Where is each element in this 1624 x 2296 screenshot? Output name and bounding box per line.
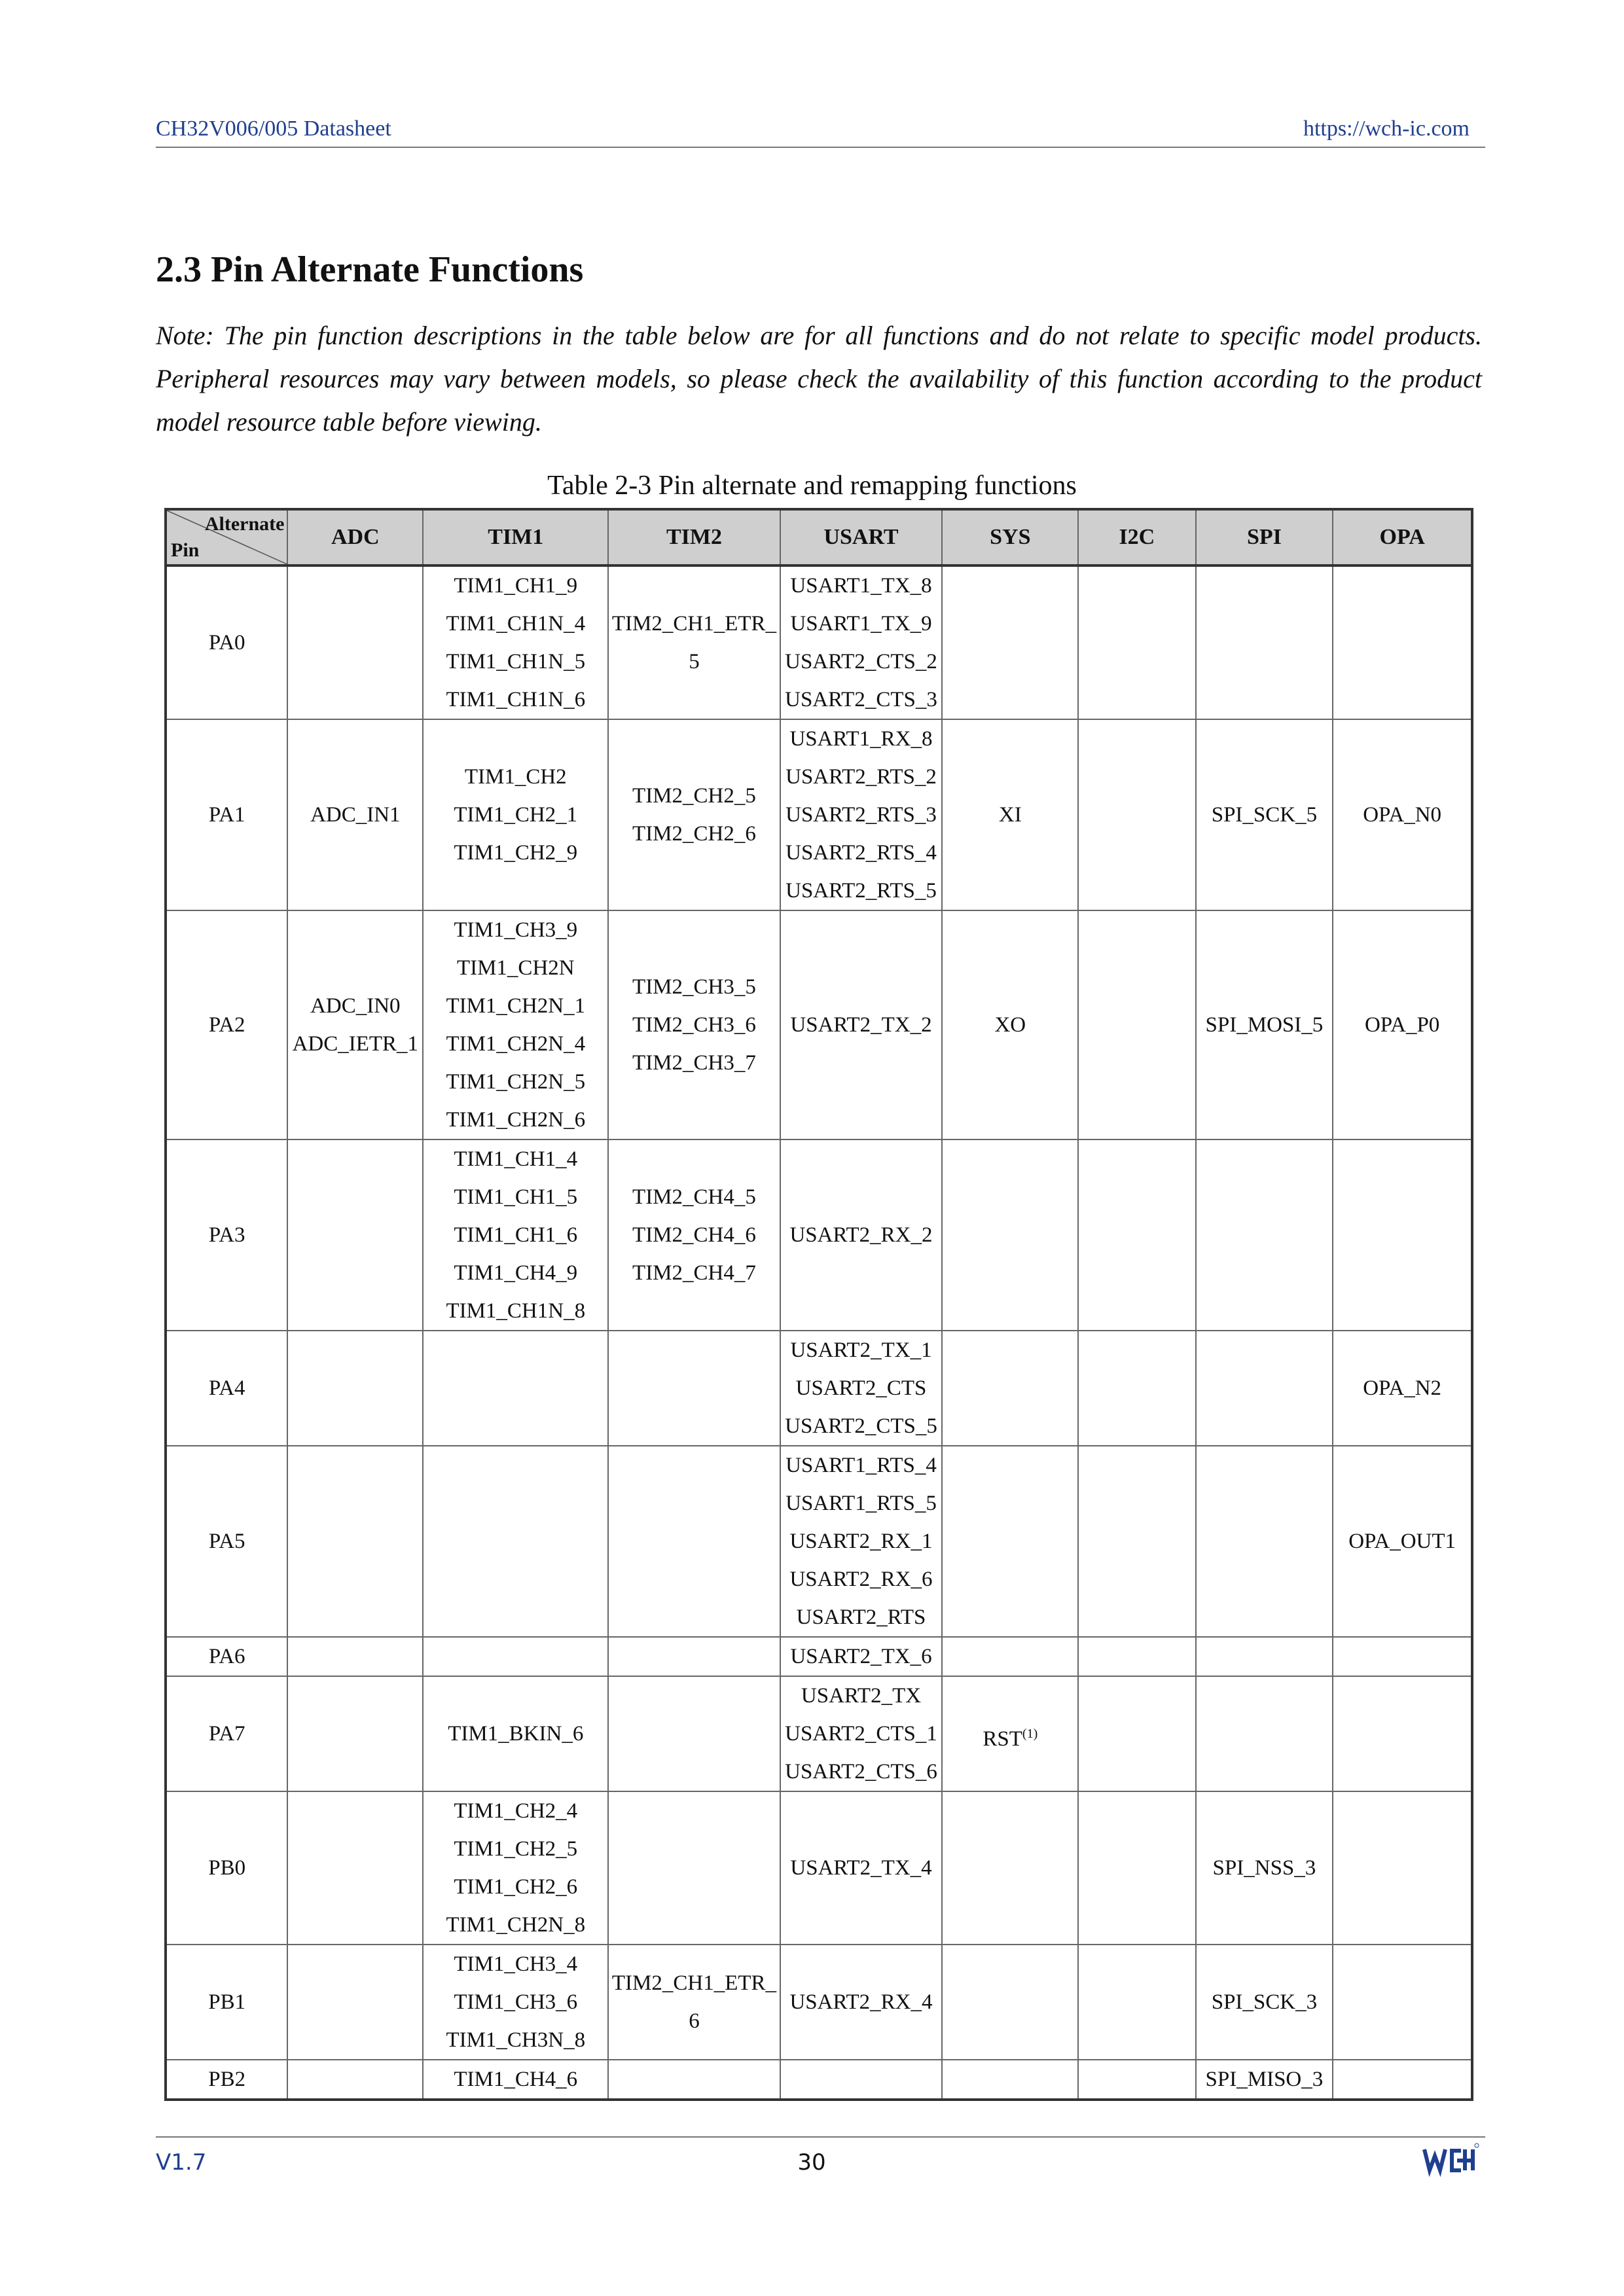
function-name: TIM1_CH2N_4 [446, 1032, 586, 1056]
pin-name-cell: PA6 [166, 1637, 287, 1676]
adc-cell [287, 1945, 423, 2060]
i2c-cell [1078, 2060, 1195, 2100]
function-name: TIM1_CH4_9 [454, 1261, 578, 1285]
function-name: USART2_CTS_1 [785, 1722, 937, 1746]
i2c-cell [1078, 1331, 1195, 1446]
pin-alternate-table [164, 508, 1473, 2101]
tim2-cell [608, 565, 780, 719]
usart-cell [780, 1139, 943, 1331]
function-name: SPI_SCK_3 [1211, 1990, 1318, 2014]
function-name: SPI_NSS_3 [1212, 1856, 1316, 1880]
function-name: USART2_RTS_2 [785, 765, 937, 789]
table-row [166, 1637, 1472, 1676]
column-header: TIM2 [608, 509, 780, 565]
table-row [166, 910, 1472, 1139]
usart-cell [780, 1446, 943, 1637]
function-name: USART2_CTS_6 [785, 1760, 937, 1784]
footer-divider [156, 2136, 1485, 2138]
function-name: USART2_CTS_5 [785, 1414, 937, 1438]
function-name: 5 [689, 650, 700, 673]
opa-cell [1333, 719, 1472, 910]
adc-cell [287, 565, 423, 719]
function-name: USART2_RX_2 [789, 1223, 933, 1247]
tim1-cell [423, 1945, 608, 2060]
tim2-cell [608, 719, 780, 910]
wch-logo-icon [1420, 2140, 1479, 2179]
function-name: TIM2_CH1_ETR_ [611, 612, 777, 636]
sys-cell [942, 1446, 1078, 1637]
function-name-wrap [944, 1715, 1076, 1753]
section-note: Note: The pin function descriptions in the table below are for all functions and do not relate to specific model products. Peripheral resources may vary between models, so please check the availability of this function according to the product model resource table before viewing. [156, 321, 1482, 437]
function-name: TIM2_CH1_ETR_ [611, 1971, 777, 1995]
tim2-cell [608, 1446, 780, 1637]
i2c-cell [1078, 565, 1195, 719]
tim2-cell [608, 2060, 780, 2100]
pin-name-cell: PA3 [166, 1139, 287, 1331]
function-name: USART2_CTS_3 [785, 688, 937, 711]
usart-cell [780, 1791, 943, 1945]
tim1-cell [423, 1331, 608, 1446]
i2c-cell [1078, 1139, 1195, 1331]
usart-cell [780, 2060, 943, 2100]
adc-cell [287, 2060, 423, 2100]
function-name: TIM1_CH1N_8 [446, 1299, 586, 1323]
footer-version: V1.7 [156, 2149, 207, 2176]
function-name: ADC_IN1 [310, 803, 401, 827]
table-row [166, 2060, 1472, 2100]
function-name: USART1_RTS_5 [785, 1492, 937, 1515]
i2c-cell [1078, 1676, 1195, 1791]
function-name: TIM2_CH2_5 [632, 784, 756, 808]
column-header: TIM1 [423, 509, 608, 565]
pin-name-cell: PB2 [166, 2060, 287, 2100]
adc-cell [287, 1637, 423, 1676]
sys-cell [942, 1637, 1078, 1676]
pin-name-cell: PA7 [166, 1676, 287, 1791]
function-name: TIM1_CH1N_4 [446, 612, 586, 636]
function-name: USART1_TX_8 [790, 574, 932, 598]
corner-header-bottom: Pin [171, 539, 200, 561]
pin-name-cell: PA4 [166, 1331, 287, 1446]
usart-cell [780, 565, 943, 719]
function-name: TIM1_CH2N_8 [446, 1913, 586, 1937]
spi-cell [1196, 1791, 1333, 1945]
function-name: USART1_TX_9 [790, 612, 932, 636]
function-name: TIM1_BKIN_6 [448, 1722, 584, 1746]
column-header: SYS [942, 509, 1078, 565]
function-name: USART1_RX_8 [789, 727, 933, 751]
opa-cell [1333, 910, 1472, 1139]
column-header: SPI [1196, 509, 1333, 565]
function-name: TIM1_CH2_1 [454, 803, 578, 827]
tim2-cell [608, 1945, 780, 2060]
function-name: TIM1_CH2_9 [454, 841, 578, 865]
function-name: OPA_N0 [1363, 803, 1442, 827]
function-name: TIM1_CH1_4 [454, 1147, 578, 1171]
sys-cell [942, 2060, 1078, 2100]
sys-cell [942, 1139, 1078, 1331]
opa-cell [1333, 1139, 1472, 1331]
opa-cell [1333, 2060, 1472, 2100]
function-name: TIM1_CH2N [456, 956, 575, 980]
opa-cell [1333, 1945, 1472, 2060]
function-name: TIM2_CH3_6 [632, 1013, 756, 1037]
table-row [166, 1139, 1472, 1331]
tim1-cell [423, 565, 608, 719]
function-name: USART2_TX [801, 1684, 922, 1708]
table-row [166, 1945, 1472, 2060]
usart-cell [780, 1945, 943, 2060]
sys-cell [942, 1676, 1078, 1791]
function-name: XI [998, 803, 1022, 827]
tim1-cell [423, 2060, 608, 2100]
table-header-row [166, 509, 1472, 565]
function-name: TIM1_CH1N_6 [446, 688, 586, 711]
tim2-cell [608, 910, 780, 1139]
function-name: TIM1_CH1_9 [454, 574, 578, 598]
function-name: TIM1_CH3_4 [454, 1952, 578, 1976]
function-name: OPA_OUT1 [1348, 1530, 1456, 1553]
function-name: USART2_RX_6 [789, 1568, 933, 1591]
function-name: TIM1_CH2N_1 [446, 994, 586, 1018]
sys-cell [942, 1791, 1078, 1945]
pin-name-cell: PA0 [166, 565, 287, 719]
spi-cell [1196, 1945, 1333, 2060]
tim2-cell [608, 1791, 780, 1945]
usart-cell [780, 1331, 943, 1446]
function-name: ADC_IETR_1 [292, 1032, 419, 1056]
header-doc-title: CH32V006/005 Datasheet [156, 117, 391, 141]
function-name: TIM1_CH2N_6 [446, 1108, 586, 1132]
sys-cell [942, 719, 1078, 910]
header-url-link[interactable]: https://wch-ic.com [1303, 117, 1470, 141]
function-name: USART2_TX_6 [790, 1645, 932, 1668]
function-name: USART2_RX_4 [789, 1990, 933, 2014]
function-name: USART2_RX_1 [789, 1530, 933, 1553]
tim2-cell [608, 1331, 780, 1446]
tim1-cell [423, 1676, 608, 1791]
function-name: TIM1_CH4_6 [454, 2068, 578, 2091]
tim2-cell [608, 1637, 780, 1676]
usart-cell [780, 719, 943, 910]
spi-cell [1196, 1446, 1333, 1637]
table-row [166, 1791, 1472, 1945]
table-row [166, 565, 1472, 719]
adc-cell [287, 1791, 423, 1945]
tim1-cell [423, 1446, 608, 1637]
column-header: USART [780, 509, 943, 565]
header-divider [156, 147, 1485, 148]
footnote-marker: (1) [1022, 1727, 1038, 1741]
column-header: I2C [1078, 509, 1195, 565]
function-name: XO [994, 1013, 1026, 1037]
sys-cell [942, 1331, 1078, 1446]
function-name: SPI_MOSI_5 [1205, 1013, 1324, 1037]
opa-cell [1333, 1676, 1472, 1791]
function-name: USART2_RTS_4 [785, 841, 937, 865]
table-caption: Table 2-3 Pin alternate and remapping functions [547, 471, 1077, 501]
function-name: TIM2_CH4_5 [632, 1185, 756, 1209]
pin-name-cell: PA5 [166, 1446, 287, 1637]
function-name: SPI_SCK_5 [1211, 803, 1318, 827]
sys-cell [942, 565, 1078, 719]
tim1-cell [423, 1791, 608, 1945]
function-name: TIM1_CH2_4 [454, 1799, 578, 1823]
function-name: TIM1_CH1_5 [454, 1185, 578, 1209]
i2c-cell [1078, 910, 1195, 1139]
function-name: USART2_RTS_3 [785, 803, 937, 827]
function-name: TIM1_CH3N_8 [446, 2028, 586, 2052]
function-name: TIM1_CH2_6 [454, 1875, 578, 1899]
function-name: OPA_N2 [1363, 1376, 1442, 1400]
pin-name-cell: PB1 [166, 1945, 287, 2060]
function-name: USART2_RTS_5 [785, 879, 937, 903]
function-name: 6 [689, 2009, 700, 2033]
tim1-cell [423, 719, 608, 910]
function-name: TIM2_CH3_5 [632, 975, 756, 999]
column-header: ADC [287, 509, 423, 565]
function-name: USART2_CTS [795, 1376, 927, 1400]
column-header: OPA [1333, 509, 1472, 565]
i2c-cell [1078, 1637, 1195, 1676]
spi-cell [1196, 1139, 1333, 1331]
adc-cell [287, 1446, 423, 1637]
section-title: 2.3 Pin Alternate Functions [156, 249, 584, 290]
function-name: USART2_TX_2 [790, 1013, 932, 1037]
spi-cell [1196, 1331, 1333, 1446]
spi-cell [1196, 719, 1333, 910]
opa-cell [1333, 1637, 1472, 1676]
tim1-cell [423, 910, 608, 1139]
table-row [166, 1446, 1472, 1637]
footer-page-number: 30 [797, 2149, 826, 2176]
function-name: RST [983, 1727, 1022, 1751]
spi-cell [1196, 2060, 1333, 2100]
corner-header-top: Alternate [204, 513, 285, 535]
function-name: TIM1_CH3_9 [454, 918, 578, 942]
adc-cell [287, 719, 423, 910]
function-name: SPI_MISO_3 [1205, 2068, 1324, 2091]
spi-cell [1196, 1676, 1333, 1791]
table-body [166, 565, 1472, 2100]
opa-cell [1333, 1331, 1472, 1446]
function-name: TIM1_CH2 [464, 765, 567, 789]
function-name: ADC_IN0 [310, 994, 401, 1018]
i2c-cell [1078, 1791, 1195, 1945]
adc-cell [287, 1676, 423, 1791]
table-row [166, 1676, 1472, 1791]
table-row [166, 1331, 1472, 1446]
function-name: TIM1_CH2N_5 [446, 1070, 586, 1094]
tim2-cell [608, 1676, 780, 1791]
pin-name-cell: PA2 [166, 910, 287, 1139]
opa-cell [1333, 1446, 1472, 1637]
i2c-cell [1078, 1945, 1195, 2060]
adc-cell [287, 910, 423, 1139]
function-name: TIM1_CH3_6 [454, 1990, 578, 2014]
adc-cell [287, 1139, 423, 1331]
function-name: USART2_CTS_2 [785, 650, 937, 673]
usart-cell [780, 1676, 943, 1791]
spi-cell [1196, 910, 1333, 1139]
function-name: USART1_RTS_4 [785, 1454, 937, 1477]
function-name: TIM2_CH3_7 [632, 1051, 756, 1075]
table-row [166, 719, 1472, 910]
usart-cell [780, 1637, 943, 1676]
tim2-cell [608, 1139, 780, 1331]
opa-cell [1333, 1791, 1472, 1945]
function-name: USART2_RTS [796, 1605, 926, 1629]
function-name: TIM1_CH2_5 [454, 1837, 578, 1861]
function-name: TIM1_CH1_6 [454, 1223, 578, 1247]
adc-cell [287, 1331, 423, 1446]
pin-name-cell: PB0 [166, 1791, 287, 1945]
spi-cell [1196, 1637, 1333, 1676]
tim1-cell [423, 1139, 608, 1331]
function-name: OPA_P0 [1364, 1013, 1440, 1037]
tim1-cell [423, 1637, 608, 1676]
corner-header-cell [166, 509, 287, 565]
i2c-cell [1078, 719, 1195, 910]
function-name: TIM1_CH1N_5 [446, 650, 586, 673]
sys-cell [942, 1945, 1078, 2060]
opa-cell [1333, 565, 1472, 719]
function-name: USART2_TX_1 [790, 1338, 932, 1362]
function-name: TIM2_CH2_6 [632, 822, 756, 846]
sys-cell [942, 910, 1078, 1139]
spi-cell [1196, 565, 1333, 719]
function-name: TIM2_CH4_6 [632, 1223, 756, 1247]
usart-cell [780, 910, 943, 1139]
function-name: TIM2_CH4_7 [632, 1261, 756, 1285]
pin-name-cell: PA1 [166, 719, 287, 910]
i2c-cell [1078, 1446, 1195, 1637]
function-name: USART2_TX_4 [790, 1856, 932, 1880]
